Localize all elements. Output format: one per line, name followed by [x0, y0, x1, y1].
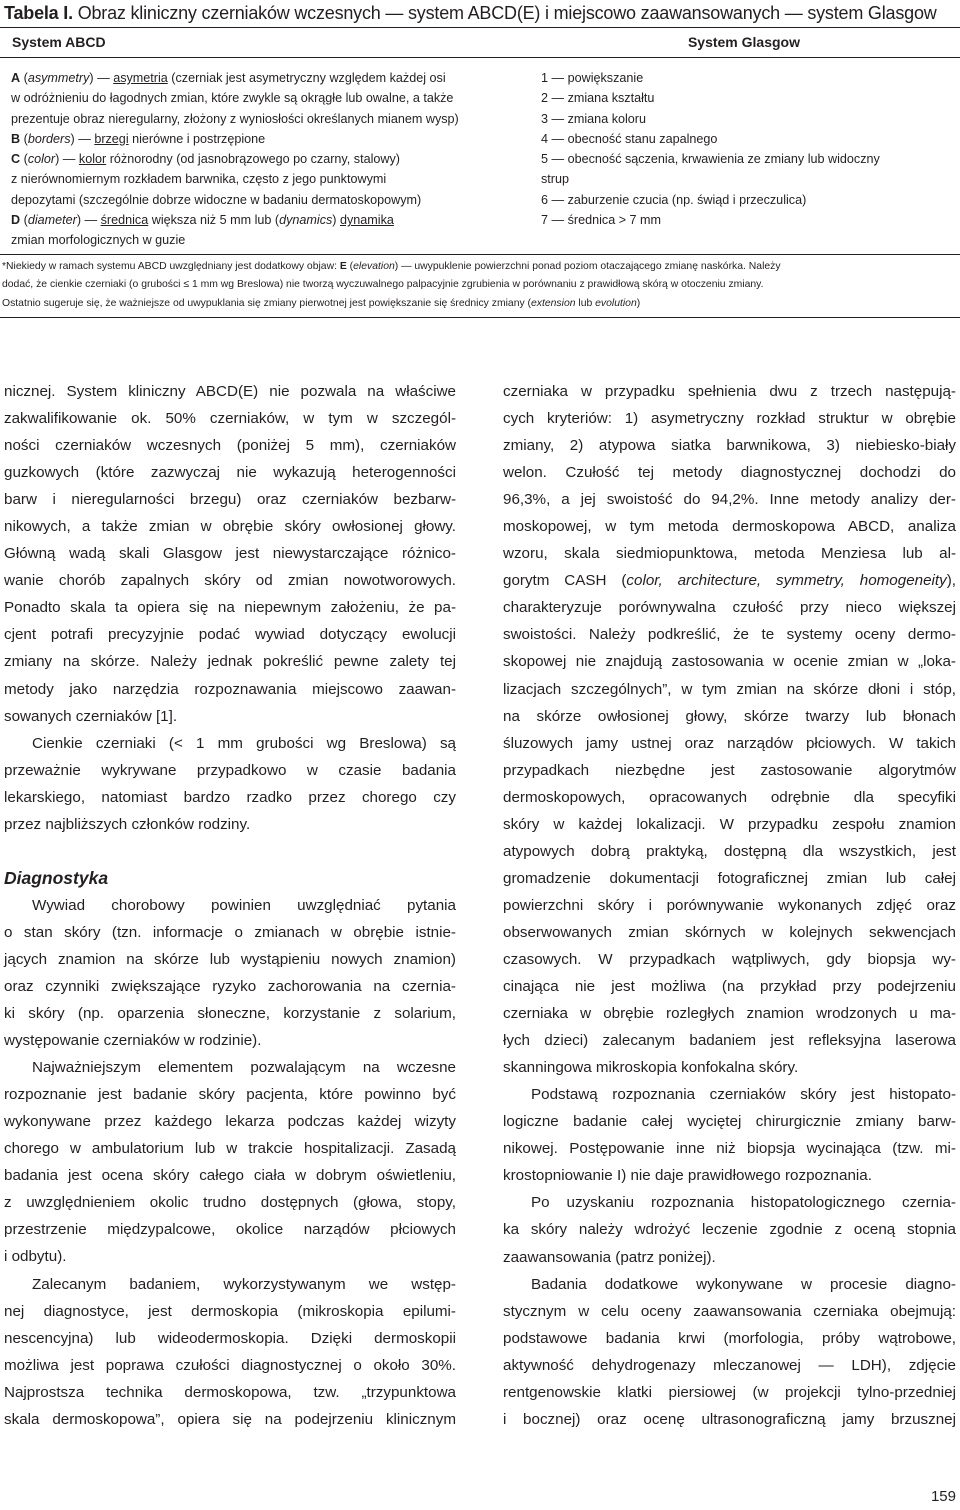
- footnote-line: Ostatnio sugeruje się, że ważniejsze od uwypuklania się zmiany pierwotnej jest powiększanie się średnicy zmiany (extension lub evolution): [2, 297, 641, 309]
- abcd-line: D (diameter) — średnica większa niż 5 mm lub (dynamics) dynamika: [11, 213, 394, 228]
- table-caption: Obraz kliniczny czerniaków wczesnych — system ABCD(E) i miejscowo zaawansowanych — system Glasgow: [72, 3, 937, 23]
- text-line: wanie chorób zapalnych skóry od zmian nowotworowych.: [4, 572, 456, 590]
- text-line: obserwowanych zmian skórnych w kolejnych sekwencjach: [503, 923, 956, 941]
- text-line: cych kryteriów: 1) asymetryczny rozkład struktur w obrębie: [503, 410, 956, 428]
- abcd-line: z nierównomiernym rozkładem barwnika, często z jego punktowymi: [11, 172, 387, 187]
- footnote-line: dodać, że cienkie czerniaki (o grubości ≤ 1 mm wg Breslowa) nie tworzą wyczuwalnego palpacyjnie zgrubienia w porównaniu z prawidłową skórą w otoczeniu zmiany.: [2, 279, 764, 291]
- text-line: czerniaka w przypadku spełnienia dwu z trzech następują-: [503, 383, 956, 400]
- text-line: podstawowe badania krwi (morfologia, próby wątrobowe,: [503, 1329, 956, 1347]
- text-line: lekarskiego, natomiast bardzo rzadko przez chorego czy: [4, 788, 456, 806]
- text-line: sowanych czerniaków [1].: [4, 707, 178, 725]
- text-line: Zalecanym badaniem, wykorzystywanym we wstęp-: [32, 1275, 456, 1293]
- text-line: barw i nieregularności brzegu) oraz czerniaków bezbarw-: [4, 491, 456, 509]
- text-line: chorego w ambulatorium lub w trakcie hospitalizacji. Zasadą: [4, 1140, 456, 1158]
- text-line: i bocznej) oraz ocenę ultrasonograficzną jamy brzusznej: [503, 1410, 956, 1428]
- text-line: jących znamion na skórze lub wystąpieniu nowych znamion): [4, 950, 456, 968]
- table-header-rule: [0, 57, 960, 58]
- text-line: Po uzyskaniu rozpoznania histopatologicznego czernia-: [531, 1194, 956, 1212]
- text-line: nikowej. Postępowanie inne niż biopsja wycinająca (tzw. mi-: [503, 1140, 956, 1158]
- text-line: guzkowych (które zazwyczaj nie wykazują heterogenności: [4, 464, 456, 482]
- text-line: badania jest ocena skóry całego ciała w dobrym oświetleniu,: [4, 1167, 456, 1185]
- text-line: rentgenowskie klatki piersiowej (w projekcji tylno-przedniej: [503, 1383, 956, 1401]
- glasgow-item: 7 — średnica > 7 mm: [541, 213, 662, 228]
- text-line: Podstawą rozpoznania czerniaków skóry jest histopato-: [531, 1086, 956, 1104]
- text-line: i odbytu).: [4, 1248, 67, 1266]
- text-line: możliwa jest poprawa czułości diagnostycznej o około 30%.: [4, 1356, 456, 1374]
- paragraph: [503, 1271, 956, 1433]
- abcd-line: prezentuje obraz nieregularny, złożony z wyniosłości określanych mianem wysp): [11, 111, 459, 126]
- glasgow-item: 2 — zmiana kształtu: [541, 91, 655, 106]
- text-line: zakwalifikowanie ok. 50% czerniaków, w tym w szczegól-: [4, 410, 456, 428]
- abcd-line: depozytami (szczególnie dobrze widoczne w badaniu dermatoskopowym): [11, 192, 422, 207]
- abcd-line: zmian morfologicznych w guzie: [11, 233, 186, 248]
- paragraph: [503, 1189, 956, 1270]
- table-title: [4, 1, 937, 25]
- text-line: logiczne badanie całej wyciętej chirurgicznie zmiany barw-: [503, 1113, 956, 1131]
- column-header-abcd: System ABCD: [12, 34, 106, 50]
- text-line: przeważnie wykrywane przypadkowo w czasie badania: [4, 761, 456, 779]
- table-bottom-rule: [0, 317, 960, 318]
- text-line: cjent potrafi precyzyjnie podać wywiad dotyczący ewolucji: [4, 626, 456, 644]
- glasgow-item: 6 — zaburzenie czucia (np. świąd i przeczulica): [541, 192, 807, 207]
- text-line: gromadzenie dokumentacji fotograficznej zmian lub całej: [503, 869, 956, 887]
- text-line: nej diagnostyce, jest dermoskopia (mikroskopia epilumi-: [4, 1302, 456, 1320]
- text-line: wzoru, skala siedmiopunktowa, metoda Menziesa lub al-: [503, 545, 956, 563]
- text-line: nicznej. System kliniczny ABCD(E) nie pozwala na właściwe: [4, 383, 456, 400]
- text-line: skala dermoskopowa”, opiera się na podejrzeniu klinicznym: [4, 1410, 456, 1428]
- text-line: zaawansowania (patrz poniżej).: [503, 1248, 716, 1266]
- table-label: Tabela I.: [4, 3, 73, 23]
- text-line: atypowych dobrą praktyką, dostępną dla wszystkich, jest: [503, 842, 956, 860]
- table-footnote: [2, 258, 958, 313]
- text-line: Główną wadą skali Glasgow jest niewystarczające różnico-: [4, 545, 456, 563]
- text-line: przez najbliższych członków rodziny.: [4, 815, 251, 833]
- text-line: ności czerniaków wczesnych (poniżej 5 mm), czerniaków: [4, 437, 456, 455]
- text-line: cinająca nie jest możliwa (na przykład przy podejrzeniu: [503, 978, 956, 996]
- text-line: o stan skóry (tzn. informacje o zmianach w obrębie istnie-: [4, 923, 456, 941]
- text-line: ka skóry należy wdrożyć leczenie zgodnie z oceną stopnia: [503, 1221, 956, 1239]
- text-line: łych dzieci) zalecanym badaniem jest refleksyjna laserowa: [503, 1032, 956, 1050]
- paragraph: [4, 1271, 456, 1433]
- text-line: przypadkach niezbędne jest zastosowanie algorytmów: [503, 761, 956, 779]
- glasgow-item: 1 — powiększanie: [541, 71, 644, 85]
- text-line: krostopniowanie I) nie daje prawidłowego rozpoznania.: [503, 1167, 872, 1185]
- page-number: 159: [930, 1488, 956, 1505]
- text-line: przestrzenie międzypalcowe, okolice narządów płciowych: [4, 1221, 456, 1239]
- glasgow-item: 3 — zmiana koloru: [541, 111, 646, 126]
- text-line: aktywność dehydrogenazy mleczanowej — LDH), zdjęcie: [503, 1356, 956, 1374]
- text-line: stycznym w celu oceny zaawansowania czerniaka obejmują:: [503, 1302, 956, 1320]
- abcd-line: w odróżnieniu do łagodnych zmian, które zwykle są okrągłe lub owalne, a także: [11, 91, 454, 106]
- glasgow-item: 4 — obecność stanu zapalnego: [541, 131, 718, 146]
- text-line: 96,3%, a jej swoistość do 94,2%. Inne metody analizy der-: [503, 491, 956, 509]
- text-line: występowanie czerniaków w rodzinie).: [4, 1032, 262, 1050]
- text-line: nescencyjna) lub wideodermoskopia. Dzięki dermoskopii: [4, 1329, 456, 1347]
- paragraph: [4, 378, 456, 730]
- footnote-line: *Niekiedy w ramach systemu ABCD uwzględniany jest dodatkowy objaw: E (elevation) — uwypuklenie powierzchni ponad poziom otaczającego zmianę naskórka. Należy: [2, 261, 781, 272]
- text-line: skanningowa mikroskopia konfokalna skóry.: [503, 1059, 799, 1077]
- text-line: śluzowych jamy ustnej oraz narządów płciowych. W takich: [503, 734, 956, 752]
- text-line: swoistości. Należy podkreślić, że te systemy oceny dermo-: [503, 626, 956, 644]
- glasgow-item: strup: [541, 172, 569, 187]
- left-text-column: [4, 378, 456, 1433]
- text-line: dermoskopowych, opracowanych odrębnie dla specyfiki: [503, 788, 956, 806]
- right-text-column: [503, 378, 956, 1433]
- text-line: powierzchni skóry i porównywanie wykonanych zdjęć oraz: [503, 896, 956, 914]
- text-line: skóry w każdej lokalizacji. W przypadku zespołu znamion: [503, 815, 956, 833]
- section-heading: Diagnostyka: [4, 867, 109, 888]
- paragraph: [4, 1054, 456, 1270]
- text-line: skopowej nie znajdują zastosowania w ocenie zmian w „loka-: [503, 653, 956, 671]
- paragraph: [4, 730, 456, 838]
- paragraph: [503, 594, 956, 1081]
- abcd-line: A (asymmetry) — asymetria (czerniak jest asymetryczny względem każdej osi: [11, 71, 446, 85]
- paragraph: [4, 892, 456, 1054]
- text-line: zmiany, 2) atypowa siatka barwnikowa, 3) niebiesko-biały: [503, 437, 956, 455]
- text-line: moskopowej, w tym metoda dermoskopowa ABCD, analiza: [503, 518, 956, 536]
- text-line: Cienkie czerniaki (< 1 mm grubości wg Breslowa) są: [32, 734, 456, 752]
- text-line: Wywiad chorobowy powinien uwzględniać pytania: [32, 896, 456, 914]
- text-line: Ponadto skala ta opiera się na niepewnym założeniu, że pa-: [4, 599, 456, 617]
- abcd-line: C (color) — kolor różnorodny (od jasnobrązowego po czarny, stalowy): [11, 152, 400, 167]
- text-line: czasowych. W przypadkach wątpliwych, gdy biopsja wy-: [503, 950, 956, 968]
- column-header-glasgow: System Glasgow: [687, 34, 800, 50]
- text-line: czerniaka w obrębie rozległych znamion wrodzonych u ma-: [503, 1005, 956, 1023]
- text-line: Najważniejszym elementem pozwalającym na wczesne: [32, 1059, 456, 1077]
- glasgow-criteria-list: [541, 68, 951, 230]
- text-line: na skórze owłosionej głowy, skórze twarzy lub błonach: [503, 707, 956, 725]
- paragraph: [503, 378, 956, 567]
- text-line: rozpoznanie jest badanie skóry pacjenta, które powinno być: [4, 1086, 456, 1104]
- text-line: metody jako narzędzia rozpoznawania miejscowo zaawan-: [4, 680, 456, 698]
- text-line: wykonywane przez każdego lekarza podczas każdej wizyty: [4, 1113, 456, 1131]
- text-line: welon. Czułość tej metody diagnostycznej dochodzi do: [503, 464, 956, 482]
- text-line: zmiany na skórze. Należy jednak pokreślić pewne zalety tej: [4, 653, 456, 671]
- text-line: Badania dodatkowe wykonywane w procesie diagno-: [531, 1275, 956, 1293]
- text-line: charakteryzuje porównywalna czułość przy nieco większej: [503, 599, 956, 617]
- abcd-criteria-list: [11, 68, 531, 251]
- table-body-rule: [0, 254, 960, 255]
- text-line: gorytm CASH (color, architecture, symmetry, homogeneity),: [503, 572, 957, 590]
- table-top-rule: [0, 27, 960, 28]
- abcd-line: B (borders) — brzegi nierówne i postrzępione: [11, 131, 266, 146]
- text-line: Najprostsza technika dermoskopowa, tzw. „trzypunktowa: [4, 1383, 456, 1401]
- text-line: lizacjach szczególnych”, w tym zmian na skórze dłoni i stóp,: [503, 680, 956, 698]
- text-line: ki skóry (np. oparzenia słoneczne, korzystanie z solarium,: [4, 1005, 456, 1023]
- glasgow-item: 5 — obecność sączenia, krwawienia ze zmiany lub widoczny: [541, 152, 880, 167]
- text-line: oraz czynniki zwiększające ryzyko zachorowania na czernia-: [4, 977, 456, 995]
- text-line: nikowych, a także zmian w obrębie skóry owłosionej głowy.: [4, 518, 456, 536]
- text-line: z uwzględnieniem okolic trudno dostępnych (głowa, stopy,: [4, 1194, 456, 1212]
- paragraph: [503, 1081, 956, 1189]
